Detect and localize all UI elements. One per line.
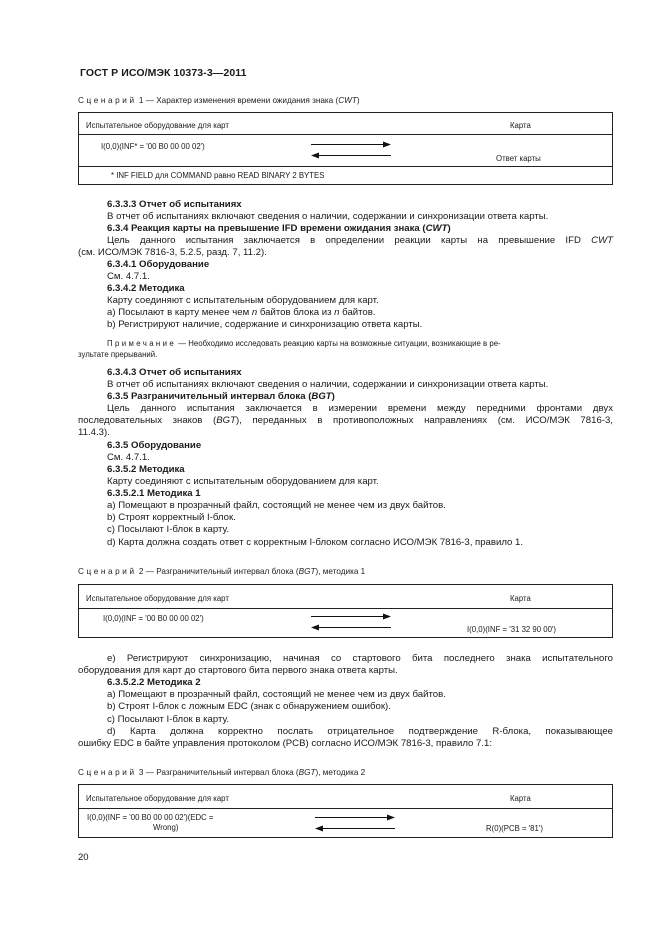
heading-6-3-3-3: 6.3.3.3 Отчет об испытаниях — [107, 199, 242, 210]
scenario-2-exchange-row — [79, 609, 612, 637]
para-6-3-4-3: В отчет об испытаниях включают сведения о наличии, содержании и синхронизации ответа карты. — [107, 379, 549, 390]
method-2-item-b: b) Строят I-блок с ложным EDC (знак с обнаружением ошибок). — [107, 701, 391, 712]
list-a-n2: n — [334, 307, 340, 318]
heading-6-3-4-1: 6.3.4.1 Оборудование — [107, 259, 210, 270]
scenario-3-caption-text: 3 — Разграничительный интервал блока ( — [136, 768, 299, 777]
para-6-3-4-line-2: (см. ИСО/МЭК 7816-3, 5.2.5, разд. 7, 11.2). — [78, 247, 267, 258]
scenario-1-header-row — [79, 113, 612, 135]
scenario-2-caption-text: 2 — Разграничительный интервал блока ( — [136, 567, 299, 576]
method-1-item-d: d) Карта должна создать ответ с корректным I-блоком согласно ИСО/МЭК 7816-3, правило 1. — [107, 537, 524, 548]
left-arrow-icon — [311, 623, 391, 632]
scenario-3-command-line-1: I(0,0)(INF = '00 B0 00 00 02')(EDC = — [87, 813, 214, 822]
scenario-3-caption-em: BGT — [298, 768, 316, 777]
list-item-6-3-4-2-b: b) Регистрируют наличие, содержание и синхронизацию ответа карты. — [107, 319, 423, 330]
scenario-2-caption-em: BGT — [298, 567, 316, 576]
heading-6-3-4-3: 6.3.4.3 Отчет об испытаниях — [107, 367, 242, 378]
heading-6-3-4-b: ) — [447, 223, 451, 234]
scenario-3-exchange-row — [79, 809, 612, 837]
scenario-3-caption-word: Сценарий — [78, 768, 137, 777]
list-a-part-1: a) Посылают в карту менее чем — [107, 307, 252, 318]
method-1-item-b: b) Строят корректный I-блок. — [107, 512, 236, 523]
scenario-2-col-left: Испытательное оборудование для карт — [86, 594, 229, 603]
scenario-2-header-row — [79, 585, 612, 609]
scenario-3-command-line-2: Wrong) — [153, 823, 179, 832]
scenario-3-col-right: Карта — [510, 794, 531, 803]
scenario-2-caption — [78, 567, 365, 576]
para-6-3-5-equipment: См. 4.7.1. — [107, 452, 150, 463]
scenario-1-command: I(0,0)(INF* = '00 B0 00 00 02') — [101, 142, 205, 151]
scenario-1-table — [78, 112, 613, 185]
scenario-1-caption-end: ) — [356, 96, 360, 105]
scenario-2-col-right: Карта — [510, 594, 531, 603]
para-6-3-3-3: В отчет об испытаниях включают сведения о наличии, содержании и синхронизации ответа карты. — [107, 211, 549, 222]
scenario-1-footnote-row — [79, 167, 612, 184]
heading-6-3-5-a: 6.3.5 Разграничительный интервал блока ( — [107, 391, 312, 402]
document-header: ГОСТ Р ИСО/МЭК 10373-3—2011 — [80, 67, 247, 79]
para-6-3-5-2: Карту соединяют с испытательным оборудованием для карт. — [107, 476, 379, 487]
scenario-3-table — [78, 784, 613, 838]
scenario-3-response: R(0)(PCB = '81') — [486, 824, 543, 833]
heading-6-3-4-a: 6.3.4 Реакция карты на превышение IFD времени ожидания знака ( — [107, 223, 426, 234]
heading-6-3-4-2: 6.3.4.2 Методика — [107, 283, 185, 294]
scenario-1-response: Ответ карты — [496, 154, 541, 163]
heading-6-3-4 — [107, 223, 451, 235]
scenario-1-caption-text: 1 — Характер изменения времени ожидания знака ( — [136, 96, 339, 105]
method-1-item-e-line-2: оборудования для карт до стартового бита первого знака ответа карты. — [78, 665, 398, 676]
scenario-2-caption-end: ), методика 1 — [315, 567, 366, 576]
heading-6-3-5-2-2: 6.3.5.2.2 Методика 2 — [107, 677, 201, 688]
scenario-1-caption-word: Сценарий — [78, 96, 137, 105]
para-6-3-5-line-3: 11.4.3). — [78, 427, 110, 438]
heading-6-3-5-equipment: 6.3.5 Оборудование — [107, 440, 202, 451]
scenario-1-col-left: Испытательное оборудование для карт — [86, 121, 229, 130]
method-2-item-d-line-1: d) Карта должна корректно послать отрицательное подтверждение R-блока, показывающее — [107, 726, 613, 737]
method-2-item-a: a) Помещают в прозрачный файл, состоящий не менее чем из двух байтов. — [107, 689, 446, 700]
heading-6-3-5-2-1: 6.3.5.2.1 Методика 1 — [107, 488, 201, 499]
method-2-item-c: c) Посылают I-блок в карту. — [107, 714, 230, 725]
para-6-3-5-2a: последовательных знаков ( — [78, 415, 217, 426]
para-6-3-5-2em: BGT — [216, 415, 236, 426]
scenario-1-footnote: * INF FIELD для COMMAND равно READ BINARY 2 BYTES — [111, 171, 325, 180]
scenario-2-table — [78, 584, 613, 638]
para-6-3-5-2b: ), переданных в противоположных направлениях (см. ИСО/МЭК 7816-3, — [235, 415, 613, 426]
list-item-6-3-4-2-a — [107, 307, 376, 319]
para-6-3-4-1: См. 4.7.1. — [107, 271, 150, 282]
note-line-1 — [107, 338, 501, 350]
para-6-3-4-1em: CWT — [591, 235, 613, 246]
note-word: Примечание — [107, 339, 177, 348]
note-text-1: — Необходимо исследовать реакцию карты на возможные ситуации, возникающие в ре- — [176, 339, 501, 348]
list-a-part-3: байтов. — [339, 307, 376, 318]
note-line-2: зультате прерываний. — [78, 350, 158, 359]
method-2-item-d-line-2: ошибку EDC в байте управления протоколом (PCB) согласно ИСО/МЭК 7816-3, правило 7.1: — [78, 738, 493, 749]
para-6-3-4-1a: Цель данного испытания заключается в определении реакции карты на превышение IFD — [107, 235, 592, 246]
scenario-2-caption-word: Сценарий — [78, 567, 137, 576]
method-1-item-a: a) Помещают в прозрачный файл, состоящий не менее чем из двух байтов. — [107, 500, 446, 511]
heading-6-3-5-2: 6.3.5.2 Методика — [107, 464, 185, 475]
scenario-2-response: I(0,0)(INF = '31 32 90 00') — [467, 625, 557, 634]
left-arrow-icon — [315, 824, 395, 833]
list-a-part-2: байтов блока из — [257, 307, 335, 318]
list-a-n1: n — [251, 307, 258, 318]
heading-6-3-5-b: ) — [331, 391, 335, 402]
right-arrow-icon — [315, 813, 395, 822]
heading-6-3-5 — [107, 391, 335, 403]
right-arrow-icon — [311, 612, 391, 621]
method-1-item-e-line-1: e) Регистрируют синхронизацию, начиная со стартового бита последнего знака испытательного — [107, 653, 613, 664]
para-6-3-4-line-1 — [107, 235, 613, 247]
scenario-3-col-left: Испытательное оборудование для карт — [86, 794, 229, 803]
para-6-3-4-2: Карту соединяют с испытательным оборудованием для карт. — [107, 295, 379, 306]
heading-6-3-5-em: BGT — [311, 391, 332, 402]
scenario-3-header-row — [79, 785, 612, 809]
scenario-2-command: I(0,0)(INF = '00 B0 00 00 02') — [103, 614, 204, 623]
scenario-3-caption — [78, 768, 365, 777]
left-arrow-icon — [311, 151, 391, 160]
heading-6-3-4-em: CWT — [425, 223, 448, 234]
method-1-item-c: c) Посылают I-блок в карту. — [107, 524, 230, 535]
para-6-3-5-line-2 — [78, 415, 613, 427]
para-6-3-5-line-1: Цель данного испытания заключается в измерении времени между передними фронтами двух — [107, 403, 613, 414]
right-arrow-icon — [311, 140, 391, 149]
scenario-1-caption — [78, 96, 360, 105]
scenario-1-exchange-row — [79, 135, 612, 167]
scenario-3-caption-end: ), методика 2 — [315, 768, 366, 777]
page-number: 20 — [78, 852, 89, 863]
scenario-1-caption-em: CWT — [338, 96, 357, 105]
scenario-1-col-right: Карта — [510, 121, 531, 130]
